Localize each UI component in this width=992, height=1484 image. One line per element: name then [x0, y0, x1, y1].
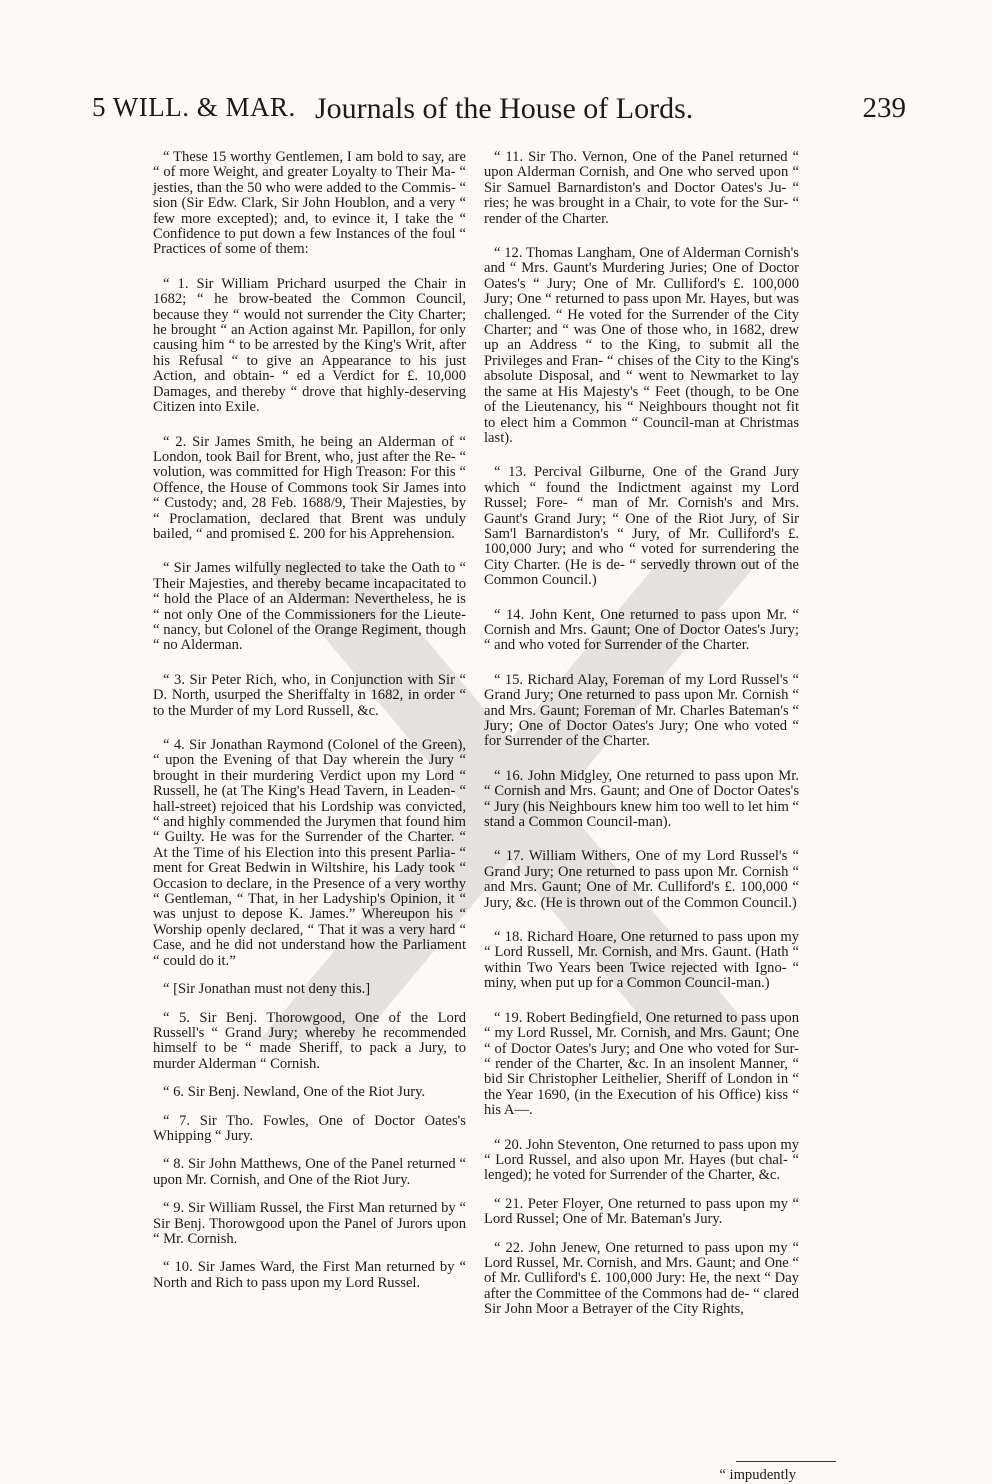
- paragraph: “ 12. Thomas Langham, One of Alderman Cornish's and “ Mrs. Gaunt's Murdering Juries; One of Doctor Oates's “ Jury; One of Mr. Culliford's £. 100,000 Jury; One “ returned to pass upon Mr. Hayes, but was challenged. “ He voted for the Surrender of the City Charter; and “ was One of those who, in 1682, drew up an Address “ to the King, to submit all the Privileges and Fran- “ chises of the City to the King's absolute Disposal, and “ went to Newmarket to lay the same at His Majesty's “ Feet (though, to be One of the Lieutenancy, his “ Neighbours thought not fit to elect him a Common “ Council-man at Christmas last).: [484, 245, 799, 446]
- paragraph: “ 14. John Kent, One returned to pass upon Mr. “ Cornish and Mrs. Gaunt; One of Doctor Oates's Jury; “ and who voted for Surrender of the Charter.: [484, 606, 799, 654]
- paragraph: “ 13. Percival Gilburne, One of the Grand Jury which “ found the Indictment against my Lord Russel; Fore- “ man of Mr. Cornish's and Mrs. Gaunt's Grand Jury; “ One of the Riot Jury, of Sir Sam'l Barnardiston's “ Jury, of Mr. Culliford's £. 100,000 Jury; and who “ voted for surrendering the City Charter. (He is de- “ servedly thrown out of the Common Council.): [484, 464, 799, 589]
- journal-title: Journals of the House of Lords.: [315, 92, 694, 125]
- paragraph: “ These 15 worthy Gentlemen, I am bold to say, are “ of more Weight, and greater Loyalty to Their Ma- “ jesties, than the 50 who were added to the Commis- “ sion (Sir Edw. Clark, Sir John Houblon, and a very “ few more excepted); and, to evince it, I take the “ Confidence to put down a few Instances of the foul “ Practices of some of them:: [153, 149, 466, 258]
- paragraph: “ 8. Sir John Matthews, One of the Panel returned “ upon Mr. Cornish, and One of the Riot Jury.: [153, 1156, 466, 1188]
- catchword: “ impudently: [719, 1467, 796, 1483]
- paragraph: “ Sir James wilfully neglected to take the Oath to “ Their Majesties, and thereby became incapacitated to “ hold the Place of an Alderman: Nevertheless, he is “ not only One of the Commissioners for the Lieute- “ nancy, but Colonel of the Orange Regiment, though “ no Alderman.: [153, 560, 466, 654]
- paragraph: “ 16. John Midgley, One returned to pass upon Mr. “ Cornish and Mrs. Gaunt; and One of Doctor Oates's “ Jury (his Neighbours knew him too well to let him “ stand a Common Council-man).: [484, 767, 799, 831]
- paragraph: “ 11. Sir Tho. Vernon, One of the Panel returned “ upon Alderman Cornish, and One who served upon “ Sir Samuel Barnardiston's and Doctor Oates's Ju- “ ries; he was brought in a Chair, to vote for the Sur- “ render of the Charter.: [484, 149, 799, 227]
- paragraph: “ 10. Sir James Ward, the First Man returned by “ North and Rich to pass upon my Lord Russel.: [153, 1259, 466, 1291]
- paragraph: “ 21. Peter Floyer, One returned to pass upon my “ Lord Russel; One of Mr. Bateman's Jury.: [484, 1195, 799, 1228]
- paragraph: “ 17. William Withers, One of my Lord Russel's “ Grand Jury; One returned to pass upon Mr. Cornish “ and Mrs. Gaunt; One of Mr. Culliford's £. 100,000 “ Jury, &c. (He is thrown out of the Common Council.): [484, 848, 799, 911]
- catchword-rule: [736, 1461, 836, 1462]
- page-header: [0, 92, 992, 142]
- paragraph: “ 18. Richard Hoare, One returned to pass upon my “ Lord Russell, Mr. Cornish, and Mrs. Gaunt. (Hath “ within Two Years been Twice rejected with Igno- “ miny, when put up for a Common Council-man.): [484, 929, 799, 992]
- paragraph: “ 7. Sir Tho. Fowles, One of Doctor Oates's Whipping “ Jury.: [153, 1112, 466, 1144]
- right-column: [484, 150, 799, 1331]
- paragraph: “ 3. Sir Peter Rich, who, in Conjunction with Sir “ D. North, usurped the Sheriffalty in 1682, in order “ to the Murder of my Lord Russell, &c.: [153, 671, 466, 719]
- paragraph: “ 19. Robert Bedingfield, One returned to pass upon “ my Lord Russel, Mr. Cornish, and Mrs. Gaunt; One “ of Doctor Oates's Jury; and One who voted for Sur- “ render of the Charter, &c. In an insolent Manner, “ bid Sir Christopher Leithelier, Sheriff of London in “ the Year 1690, (in the Execution of his Office) kiss “ his A—.: [484, 1009, 799, 1119]
- paragraph: “ 2. Sir James Smith, he being an Alderman of “ London, took Bail for Brent, who, just after the Re- “ volution, was committed for High Treason: For this “ Offence, the House of Commons took Sir James into “ Custody; and, 28 Feb. 1688/9, Their Majesties, by “ Proclamation, declared that Brent was unduly bailed, “ and promised £. 200 for his Apprehension.: [153, 433, 466, 542]
- paragraph: “ 1. Sir William Prichard usurped the Chair in 1682; “ he brow-beated the Common Council, because they “ would not surrender the City Charter; he brought “ an Action against Mr. Papillon, for only causing him “ to be arrested by the King's Writ, after his Refusal “ to give an Appearance to his just Action, and obtain- “ ed a Verdict for £. 10,000 Damages, and thereby “ drove that highly-deserving Citizen into Exile.: [153, 275, 466, 416]
- paragraph: “ 20. John Steventon, One returned to pass upon my “ Lord Russel, and also upon Mr. Hayes (but chal- “ lenged); he voted for Surrender of the Charter, &c.: [484, 1136, 799, 1184]
- page-number: 239: [862, 92, 906, 124]
- left-column: [153, 150, 466, 1304]
- paragraph: “ 22. John Jenew, One returned to pass upon my “ Lord Russel, Mr. Cornish, and Mrs. Gaunt; and One “ of Mr. Culliford's £. 100,000 Jury: He, the next “ Day after the Committee of the Commons had de- “ clared Sir John Moor a Betrayer of the City Rights,: [484, 1239, 799, 1318]
- paragraph: “ 6. Sir Benj. Newland, One of the Riot Jury.: [163, 1084, 426, 1101]
- paragraph: “ 15. Richard Alay, Foreman of my Lord Russel's “ Grand Jury; One returned to pass upon Mr. Cornish “ and Mrs. Gaunt; Foreman of Mr. Charles Bateman's “ Jury; One of Doctor Oates's Jury; One who voted “ for Surrender of the Charter.: [484, 671, 799, 750]
- regnal-year: 5 WILL. & MAR.: [92, 92, 296, 122]
- paragraph: “ 9. Sir William Russel, the First Man returned by “ Sir Benj. Thorowgood upon the Panel of Jurors upon “ Mr. Cornish.: [153, 1200, 466, 1247]
- paragraph: “ [Sir Jonathan must not deny this.]: [163, 981, 371, 998]
- paragraph: “ 4. Sir Jonathan Raymond (Colonel of the Green), “ upon the Evening of that Day wherein the Jury “ brought in their murdering Verdict upon my Lord “ Russell, he (at The King's Head Tavern, in Leaden- “ hall-street) rejoiced that his Lordship was convicted, “ and highly commended the Jurymen that found him “ Guilty. He was for the Surrender of the Charter. “ At the Time of his Election into this present Parlia- “ ment for Great Bedwin in Wiltshire, his Lady took “ Occasion to declare, in the Presence of a very worthy “ Gentleman, “ That, in her Ladyship's Opinion, it “ was unjust to depose K. James.” Whereupon his “ Worship openly declared, “ That it was a very hard “ Case, and he did not understand how the Parliament “ could do it.”: [153, 737, 466, 969]
- paragraph: “ 5. Sir Benj. Thorowgood, One of the Lord Russell's “ Grand Jury; whereby he recommended himself to be “ made Sheriff, to pack a Jury, to murder Alderman “ Cornish.: [153, 1009, 466, 1072]
